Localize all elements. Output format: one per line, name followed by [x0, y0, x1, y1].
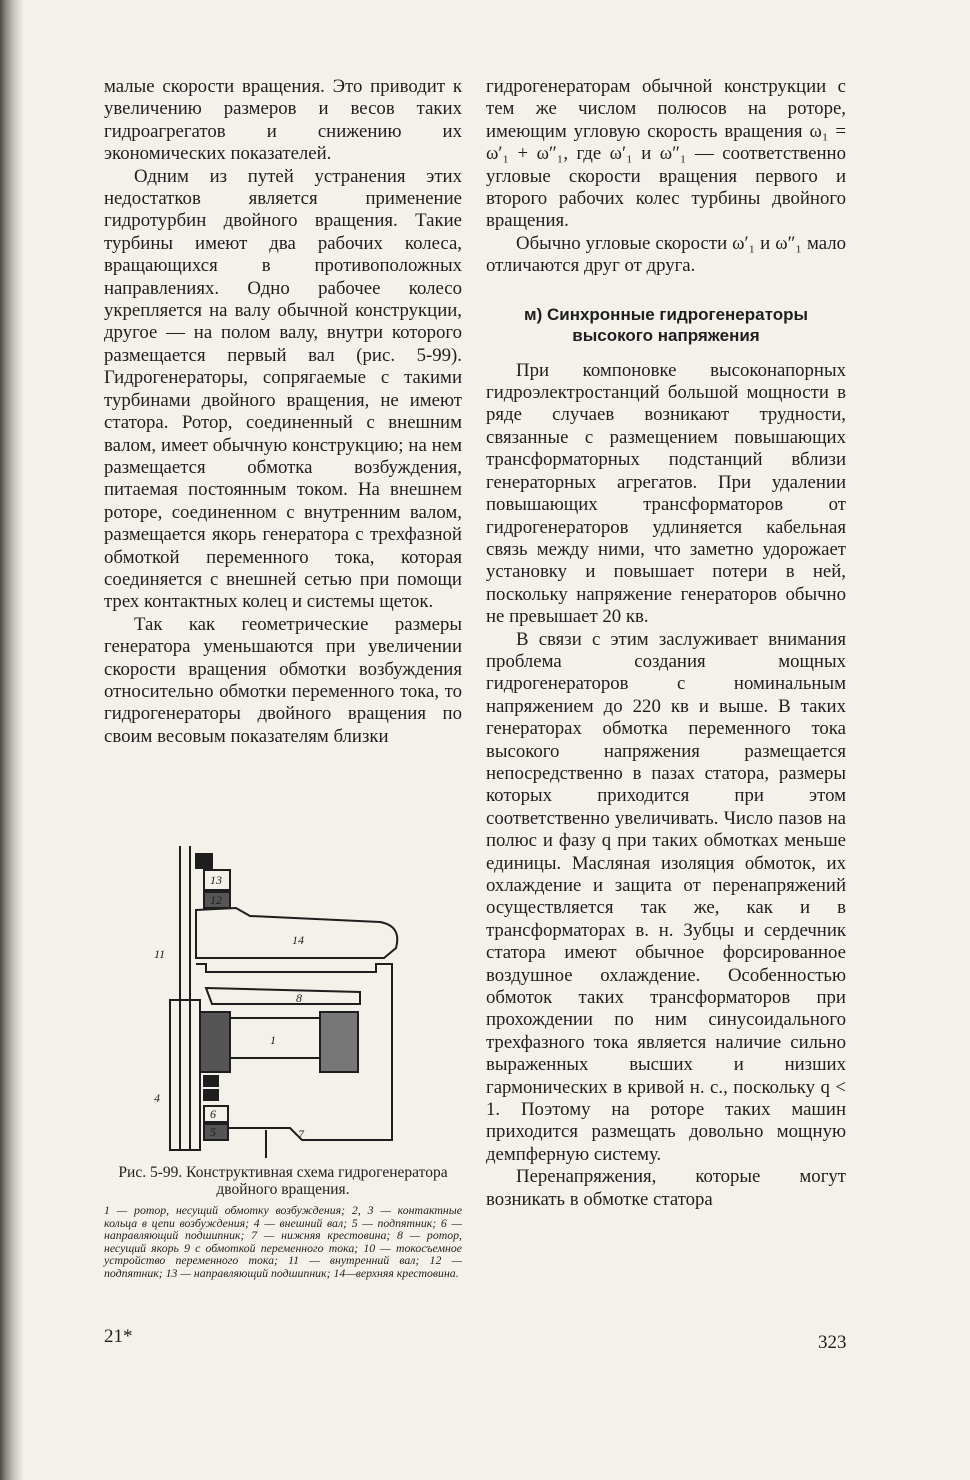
label-12: 12 [210, 893, 222, 907]
right-column [486, 76, 846, 1211]
label-11: 11 [154, 947, 166, 961]
label-10: 10 [198, 854, 210, 868]
left-paragraph-2: Одним из путей устранения этих недостатков является применение гидротурбин двойного вращения. Такие турбины имеют два рабочих колеса, вращающихся в противоположных направлениях. Одно рабочее колесо укрепляется на валу обычной конструкции, другое — на полом валу, внутри которого размещается первый вал (рис. 5-99). Гидрогенераторы, сопрягаемые с такими турбинами двойного вращения, не имеют статора. Ротор, соединенный с внешним валом, имеет обычную конструкцию; на нем размещается обмотка возбуждения, питаемая постоянным током. На внешнем роторе, соединенном с внутренним валом, размещается якорь генератора с трехфазной обмоткой переменного тока, которая соединяется с внешней сетью при помощи трех контактных колец и системы щеток. [104, 165, 462, 613]
lower-spider-7 [228, 1128, 392, 1140]
thrust-bearing-5 [204, 1124, 228, 1140]
label-8: 8 [296, 991, 302, 1005]
rotor-8 [206, 988, 360, 1004]
outer-shaft [170, 1000, 200, 1150]
label-1: 1 [270, 1033, 276, 1047]
generator-diagram-svg [140, 840, 410, 1160]
armature-winding [320, 1012, 358, 1072]
guide-bearing-6 [204, 1106, 228, 1122]
right-paragraph-1: гидрогенераторам обычной конструкции с тем же числом полюсов на роторе, имеющим угловую скорость вращения ω₁ = ω′₁ + ω″₁, где ω′₁ и ω″₁ — соответственно угловые скорости вращения первого и второго рабочих колес турбины двойного вращения. [486, 76, 846, 232]
left-column [104, 76, 462, 748]
label-13: 13 [210, 873, 222, 887]
label-14: 14 [292, 933, 304, 947]
right-paragraph-2: Обычно угловые скорости ω′₁ и ω″₁ мало отличаются друг от друга. [486, 232, 846, 277]
page-edge-shadow [0, 0, 24, 1480]
label-7: 7 [298, 1127, 304, 1141]
slip-ring-2 [204, 1076, 218, 1086]
signature-mark: 21* [104, 1326, 133, 1347]
right-paragraph-4: В связи с этим заслуживает внимания проблема создания мощных гидрогенераторов с номинальным напряжением до 220 кв и выше. В таких генераторах обмотка переменного тока высокого напряжения размещается непосредственно в пазах статора, размеры которых приходится при этом соответственно увеличивать. Число пазов на полюс и фазу q при таких обмотках меньше единицы. Масляная изоляция обмоток, их охлаждение и защита от перенапряжений осуществляется так же, как и в трансформаторах в. н. Зубцы и сердечник статора имеют обычное форсированное воздушное охлаждение. Особенностью обмоток таких трансформаторов при прохождении по ним синусоидального трехфазного тока является наличие сильно выраженных высших и низших гармонических в кривой н. с., поскольку q < 1. Поэтому на роторе таких машин приходится размещать довольно мощную демпферную систему. [486, 628, 846, 1165]
left-paragraph-1: малые скорости вращения. Это приводит к увеличению размеров и весов таких гидроагрегатов и снижению их экономических показателей. [104, 76, 462, 165]
slip-ring-3 [204, 1090, 218, 1100]
label-6: 6 [210, 1107, 216, 1121]
right-paragraph-5: Перенапряжения, которые могут возникать в обмотке статора [486, 1166, 846, 1210]
section-heading: м) Синхронные гидрогенераторы высокого напряжения [524, 304, 808, 345]
figure-legend: 1 — ротор, несущий обмотку возбуждения; 2, 3 — контактные кольца в цепи возбуждения; 4 — внешний вал; 5 — подпятник; 6 — направляющий подшипник; 7 — нижняя крестовина; 8 — ротор, несущий якорь 9 с обмоткой переменного тока; 10 — токосъемное устройство переменного тока; 11 — внутренний вал; 12 — подпятник; 13 — направляющий подшипник; 14—верхняя крестовина. [104, 1203, 462, 1280]
figure-caption: Рис. 5-99. Конструктивная схема гидрогенератора двойного вращения. [118, 1164, 448, 1198]
label-4: 4 [154, 1091, 160, 1105]
left-paragraph-3: Так как геометрические размеры генератора уменьшаются при увеличении скорости вращения обмотки возбуждения относительно обмотки переменного тока, то гидрогенераторы двойного вращения по своим весовым показателям близки [104, 613, 462, 747]
right-paragraph-3: При компоновке высоконапорных гидроэлектростанций большой мощности в ряде случаев возникают трудности, связанные с размещением повышающих трансформаторных подстанций вблизи генераторных агрегатов. При удалении повышающих трансформаторов от гидрогенераторов удлиняется кабельная связь между ними, что заметно удорожает установку и повышает потери в ней, поскольку напряжение генераторов обычно не превышает 20 кв. [486, 359, 846, 628]
page-number: 323 [818, 1332, 847, 1353]
rotor-hub [200, 1012, 230, 1072]
generator-diagram [140, 840, 410, 1160]
label-5: 5 [210, 1125, 216, 1139]
